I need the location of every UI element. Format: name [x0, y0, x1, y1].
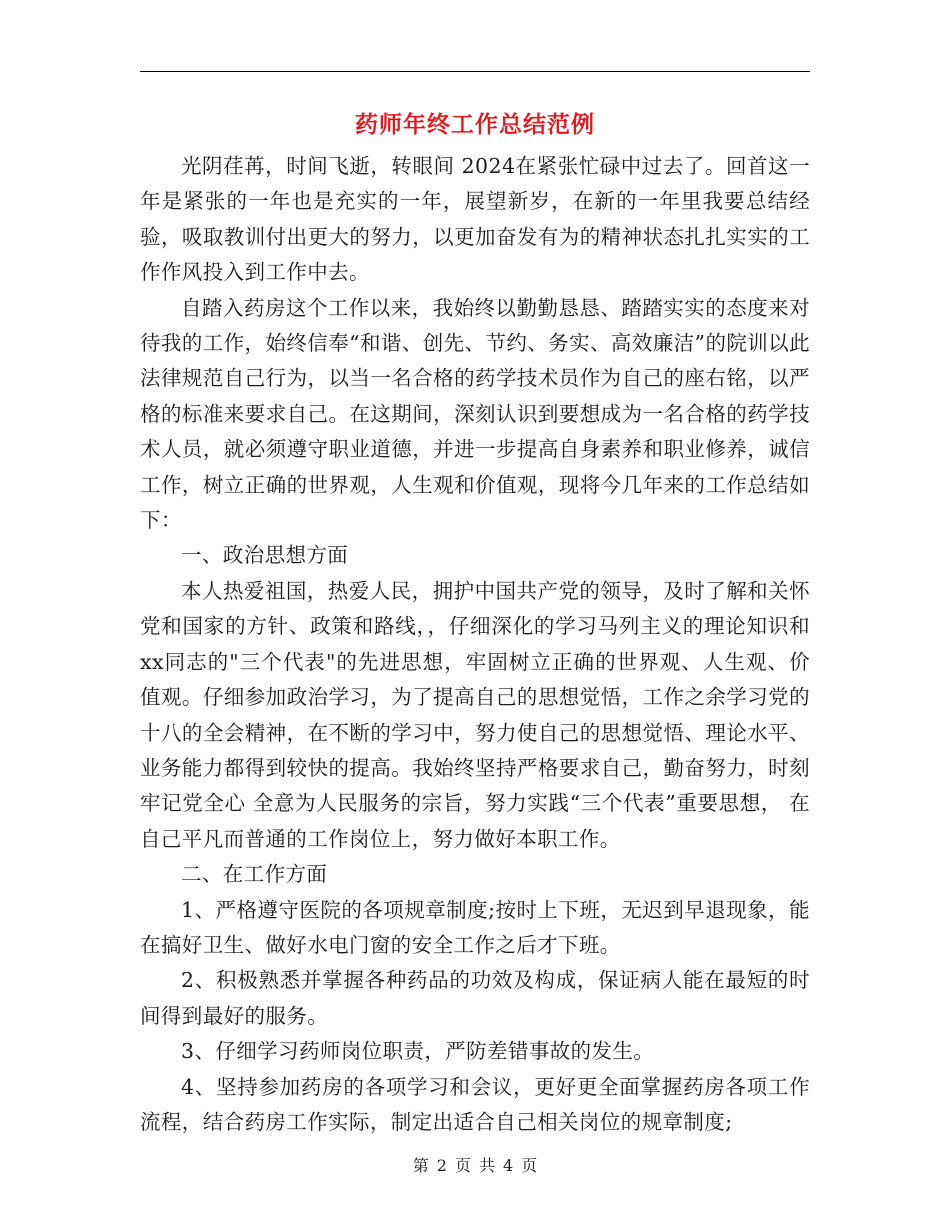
footer-label-total: 共	[479, 1156, 496, 1175]
list-item-3: 3、仔细学习药师岗位职责，严防差错事故的发生。	[181, 1039, 655, 1064]
document-title: 药师年终工作总结范例	[355, 112, 595, 138]
paragraph-attitude: 自踏入药房这个工作以来，我始终以勤勤恳恳、踏踏实实的态度来对待我的工作，始终信奉“和谐、创先、节约、务实、高效廉洁”的院训以此法律规范自己行为，以当一名合格的药学技术员作为自己的座右铭，以严格的标准来要求自己。在这期间，深刻认识到要想成为一名合格的药学技术人员，就必须遵守职业道德，并进一步提高自身素养和职业修养，诚信工作，树立正确的世界观，人生观和价值观，现将今几年来的工作总结如下：	[140, 295, 810, 533]
paragraph-intro: 光阴荏苒，时间飞逝，转眼间 2024在紧张忙碌中过去了。回首这一年是紧张的一年也是充实的一年，展望新岁，在新的一年里我要总结经验，吸取教训付出更大的努力，以更加奋发有为的精神状态扎扎实实的工作作风投入到工作中去。	[140, 154, 810, 285]
section-heading-work: 二、在工作方面	[181, 862, 328, 887]
footer-label-page: 第	[412, 1156, 429, 1175]
paragraph-politics: 本人热爱祖国，热爱人民，拥护中国共产党的领导，及时了解和关怀党和国家的方针、政策和路线，，仔细深化的学习马列主义的理论知识和xx同志的"三个代表"的先进思想，牢固树立正确的世界观、人生观、价值观。仔细参加政治学习，为了提高自己的思想觉悟，工作之余学习党的十八的全会精神，在不断的学习中，努力使自己的思想觉悟、理论水平、业务能力都得到较快的提高。我始终坚持严格要求自己，勤奋努力，时刻牢记党全心 全意为人民服务的宗旨，努力实践“三个代表”重要思想， 在自己平凡而普通的工作岗位上，努力做好本职工作。	[140, 578, 810, 851]
header-rule	[140, 71, 810, 72]
list-item-2: 2、积极熟悉并掌握各种药品的功效及构成，保证病人能在最短的时间得到最好的服务。	[140, 968, 810, 1028]
footer-total-pages: 4	[503, 1156, 514, 1175]
footer-label-unit2: 页	[521, 1156, 538, 1175]
page-footer	[0, 1153, 950, 1176]
document-body	[140, 149, 810, 1140]
list-item-4: 4、坚持参加药房的各项学习和会议，更好更全面掌握药房各项工作流程，结合药房工作实际，制定出适合自己相关岗位的规章制度;	[140, 1074, 810, 1134]
section-heading-politics: 一、政治思想方面	[181, 543, 349, 568]
footer-label-unit: 页	[454, 1156, 471, 1175]
footer-current-page: 2	[436, 1156, 447, 1175]
list-item-1: 1、严格遵守医院的各项规章制度;按时上下班，无迟到早退现象，能在搞好卫生、做好水电门窗的安全工作之后才下班。	[140, 897, 810, 957]
